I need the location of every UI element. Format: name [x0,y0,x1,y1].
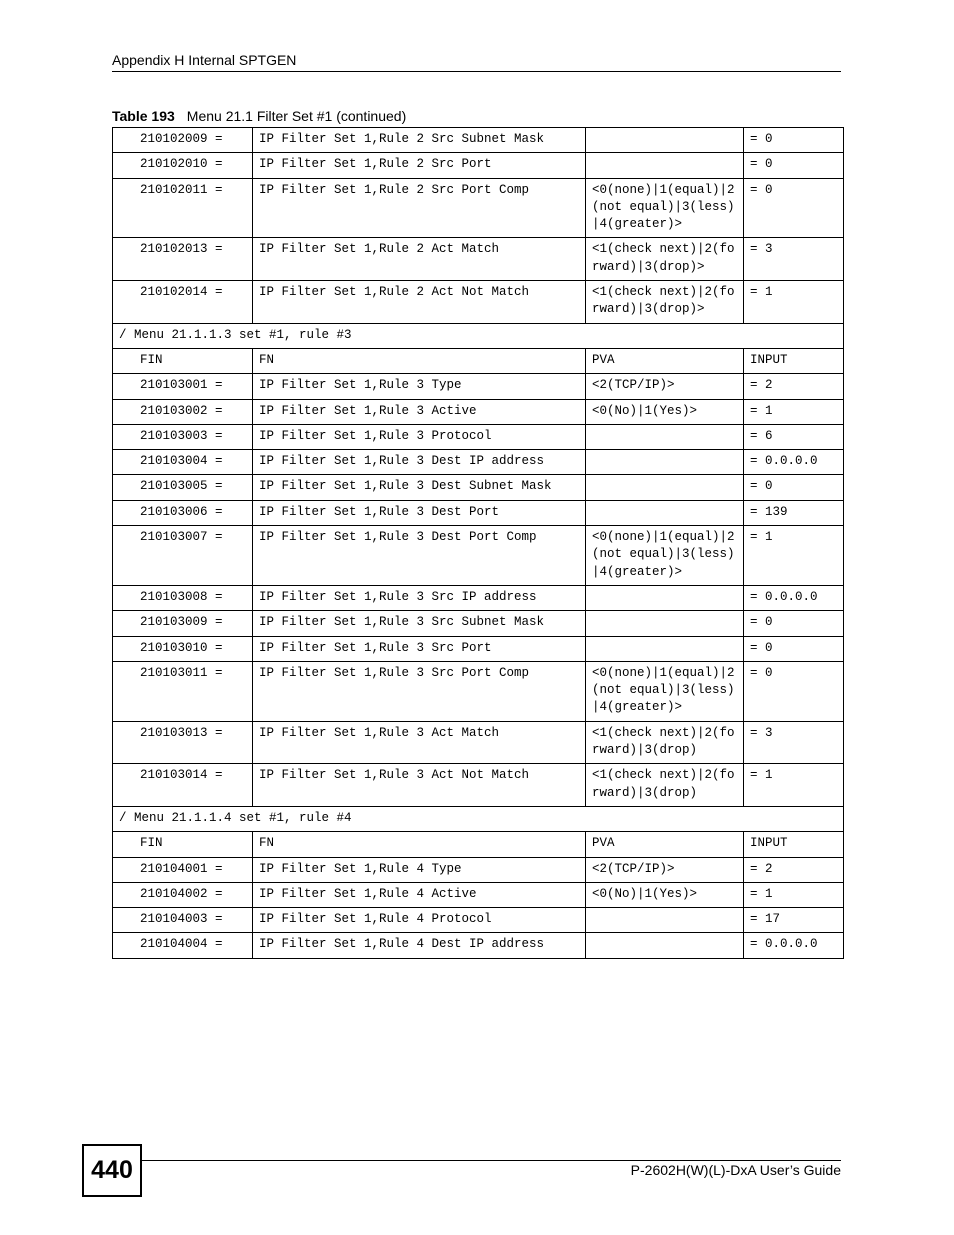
input-cell: = 1 [744,281,844,324]
fin-cell: 210104004 = [113,933,253,958]
pva-cell [586,500,744,525]
pva-cell [586,475,744,500]
fin-cell: 210104003 = [113,908,253,933]
header-rule [112,71,841,72]
fin-cell: 210103001 = [113,374,253,399]
fn-cell: FN [253,348,586,373]
fin-cell: 210103009 = [113,611,253,636]
fin-cell: 210102014 = [113,281,253,324]
table-row [113,661,844,721]
fn-cell: IP Filter Set 1,Rule 3 Src IP address [253,585,586,610]
input-cell: = 6 [744,424,844,449]
fn-cell: IP Filter Set 1,Rule 3 Type [253,374,586,399]
fin-cell: 210103003 = [113,424,253,449]
pva-cell: <0(No)|1(Yes)> [586,399,744,424]
fn-cell: FN [253,832,586,857]
guide-title: P-2602H(W)(L)-DxA User’s Guide [630,1162,841,1178]
table-row [113,832,844,857]
table-row [113,857,844,882]
fn-cell: IP Filter Set 1,Rule 3 Protocol [253,424,586,449]
table-row [113,238,844,281]
input-cell: = 0.0.0.0 [744,585,844,610]
table-row [113,721,844,764]
table-row [113,636,844,661]
fn-cell: IP Filter Set 1,Rule 3 Dest IP address [253,450,586,475]
input-cell: = 0 [744,611,844,636]
pva-cell [586,933,744,958]
fn-cell: IP Filter Set 1,Rule 2 Src Port Comp [253,178,586,238]
fin-cell: 210103005 = [113,475,253,500]
running-header: Appendix H Internal SPTGEN [112,52,297,68]
table-row [113,424,844,449]
fn-cell: IP Filter Set 1,Rule 2 Src Port [253,153,586,178]
section-heading: / Menu 21.1.1.4 set #1, rule #4 [113,806,844,831]
fin-cell: 210103004 = [113,450,253,475]
pva-cell: <0(none)|1(equal)|2(not equal)|3(less)|4(greater)> [586,178,744,238]
table-row [113,128,844,153]
table-row [113,399,844,424]
section-row [113,323,844,348]
pva-cell: <1(check next)|2(forward)|3(drop) [586,721,744,764]
fin-cell: FIN [113,832,253,857]
input-cell: = 139 [744,500,844,525]
table-row [113,450,844,475]
input-cell: = 0 [744,475,844,500]
pva-cell: <2(TCP/IP)> [586,857,744,882]
fn-cell: IP Filter Set 1,Rule 3 Dest Port Comp [253,526,586,586]
fin-cell: 210102009 = [113,128,253,153]
input-cell: = 1 [744,882,844,907]
pva-cell: PVA [586,348,744,373]
pva-cell: <0(none)|1(equal)|2(not equal)|3(less)|4(greater)> [586,526,744,586]
fn-cell: IP Filter Set 1,Rule 3 Dest Subnet Mask [253,475,586,500]
fn-cell: IP Filter Set 1,Rule 3 Dest Port [253,500,586,525]
pva-cell [586,908,744,933]
table-row [113,611,844,636]
table-row [113,933,844,958]
fin-cell: 210103007 = [113,526,253,586]
table-row [113,908,844,933]
table-body [113,128,844,959]
page-number: 440 [82,1144,142,1197]
input-cell: = 0 [744,661,844,721]
fin-cell: 210103002 = [113,399,253,424]
input-cell: = 0.0.0.0 [744,450,844,475]
pva-cell: <1(check next)|2(forward)|3(drop)> [586,238,744,281]
input-cell: = 1 [744,764,844,807]
fn-cell: IP Filter Set 1,Rule 4 Protocol [253,908,586,933]
pva-cell [586,128,744,153]
fin-cell: 210104001 = [113,857,253,882]
table-row [113,585,844,610]
table-row [113,178,844,238]
footer-rule [140,1160,841,1161]
input-cell: = 2 [744,374,844,399]
fin-cell: 210103013 = [113,721,253,764]
fin-cell: 210102011 = [113,178,253,238]
fin-cell: 210102010 = [113,153,253,178]
table-row [113,348,844,373]
sptgen-table [112,127,844,959]
input-cell: = 0 [744,128,844,153]
table-row [113,153,844,178]
input-cell: = 0 [744,636,844,661]
section-heading: / Menu 21.1.1.3 set #1, rule #3 [113,323,844,348]
fn-cell: IP Filter Set 1,Rule 4 Dest IP address [253,933,586,958]
input-cell: = 0 [744,178,844,238]
fn-cell: IP Filter Set 1,Rule 3 Src Port [253,636,586,661]
table-row [113,374,844,399]
fn-cell: IP Filter Set 1,Rule 3 Act Match [253,721,586,764]
pva-cell [586,611,744,636]
input-cell: = 17 [744,908,844,933]
fn-cell: IP Filter Set 1,Rule 2 Act Match [253,238,586,281]
input-cell: INPUT [744,832,844,857]
input-cell: = 0 [744,153,844,178]
pva-cell [586,424,744,449]
table-row [113,882,844,907]
pva-cell: <0(No)|1(Yes)> [586,882,744,907]
table-row [113,475,844,500]
fn-cell: IP Filter Set 1,Rule 3 Act Not Match [253,764,586,807]
input-cell: = 1 [744,399,844,424]
fn-cell: IP Filter Set 1,Rule 4 Active [253,882,586,907]
table-row [113,500,844,525]
table-caption-text: Menu 21.1 Filter Set #1 (continued) [186,108,407,124]
input-cell: = 2 [744,857,844,882]
fin-cell: 210103011 = [113,661,253,721]
pva-cell: <2(TCP/IP)> [586,374,744,399]
fn-cell: IP Filter Set 1,Rule 3 Active [253,399,586,424]
fn-cell: IP Filter Set 1,Rule 3 Src Subnet Mask [253,611,586,636]
table-caption [112,108,406,124]
input-cell: = 0.0.0.0 [744,933,844,958]
fin-cell: 210102013 = [113,238,253,281]
pva-cell [586,450,744,475]
input-cell: = 3 [744,238,844,281]
fin-cell: 210103010 = [113,636,253,661]
fn-cell: IP Filter Set 1,Rule 2 Act Not Match [253,281,586,324]
fn-cell: IP Filter Set 1,Rule 4 Type [253,857,586,882]
pva-cell: PVA [586,832,744,857]
fin-cell: 210103008 = [113,585,253,610]
input-cell: = 3 [744,721,844,764]
fin-cell: 210103006 = [113,500,253,525]
fn-cell: IP Filter Set 1,Rule 3 Src Port Comp [253,661,586,721]
pva-cell [586,153,744,178]
fin-cell: 210104002 = [113,882,253,907]
fin-cell: FIN [113,348,253,373]
pva-cell: <1(check next)|2(forward)|3(drop) [586,764,744,807]
section-row [113,806,844,831]
pva-cell [586,585,744,610]
pva-cell [586,636,744,661]
pva-cell: <1(check next)|2(forward)|3(drop)> [586,281,744,324]
fin-cell: 210103014 = [113,764,253,807]
input-cell: = 1 [744,526,844,586]
table-row [113,281,844,324]
pva-cell: <0(none)|1(equal)|2(not equal)|3(less)|4(greater)> [586,661,744,721]
fn-cell: IP Filter Set 1,Rule 2 Src Subnet Mask [253,128,586,153]
table-row [113,764,844,807]
input-cell: INPUT [744,348,844,373]
table-caption-label: Table 193 [112,108,175,124]
table-row [113,526,844,586]
